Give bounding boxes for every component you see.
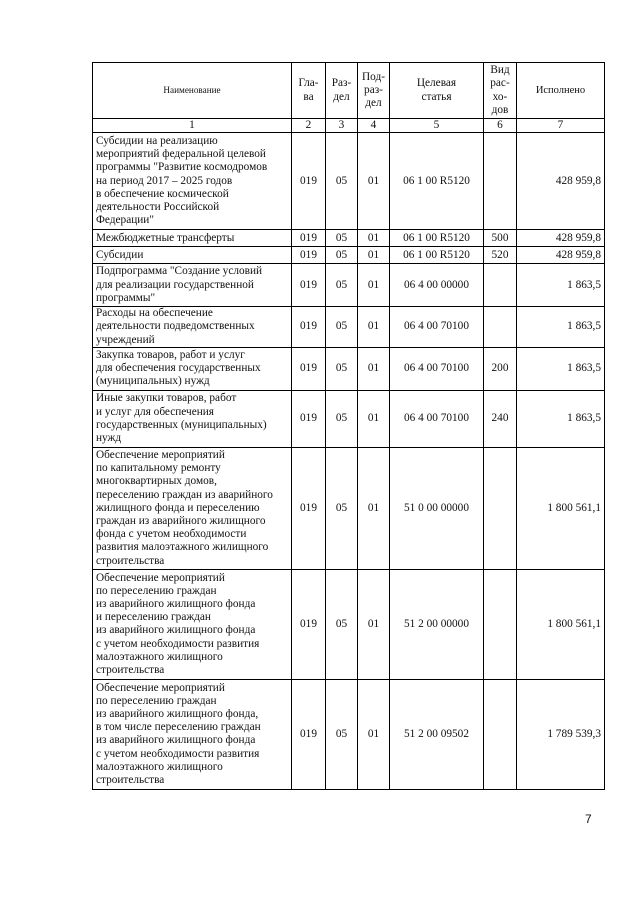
row-name: Подпрограмма "Создание условий для реализации государственной программы" [93, 264, 292, 307]
column-number: 4 [358, 119, 390, 133]
row-subsection: 01 [358, 264, 390, 307]
row-section: 05 [326, 390, 358, 447]
column-number: 3 [326, 119, 358, 133]
row-expense-type: 520 [484, 247, 517, 264]
row-section: 05 [326, 679, 358, 789]
row-section: 05 [326, 569, 358, 679]
table-row [93, 247, 605, 264]
row-target-article: 51 2 00 00000 [390, 569, 484, 679]
row-target-article: 51 2 00 09502 [390, 679, 484, 789]
header-section: Раз- дел [326, 63, 358, 119]
row-chapter: 019 [292, 390, 326, 447]
table-row [93, 133, 605, 230]
row-expense-type: 240 [484, 390, 517, 447]
row-expense-type [484, 307, 517, 348]
row-name: Обеспечение мероприятий по переселению граждан из аварийного жилищного фонда, в том числе переселению граждан из аварийного жилищного фонда с учетом необходимости развития малоэтажного жилищного строительства [93, 679, 292, 789]
row-target-article: 06 4 00 70100 [390, 390, 484, 447]
row-executed: 428 959,8 [517, 230, 605, 247]
column-number: 7 [517, 119, 605, 133]
row-target-article: 51 0 00 00000 [390, 447, 484, 569]
row-section: 05 [326, 247, 358, 264]
header-row [93, 63, 605, 119]
row-section: 05 [326, 307, 358, 348]
row-target-article: 06 1 00 R5120 [390, 133, 484, 230]
row-subsection: 01 [358, 347, 390, 390]
row-name: Межбюджетные трансферты [93, 230, 292, 247]
row-chapter: 019 [292, 347, 326, 390]
table-row [93, 307, 605, 348]
row-executed: 1 800 561,1 [517, 569, 605, 679]
column-number: 2 [292, 119, 326, 133]
row-expense-type: 500 [484, 230, 517, 247]
row-executed: 428 959,8 [517, 247, 605, 264]
row-expense-type [484, 679, 517, 789]
row-section: 05 [326, 230, 358, 247]
header-name: Наименование [93, 63, 292, 119]
header-target-article: Целевая статья [390, 63, 484, 119]
row-subsection: 01 [358, 133, 390, 230]
page-number: 7 [585, 812, 592, 826]
row-executed: 1 863,5 [517, 264, 605, 307]
header-executed: Исполнено [517, 63, 605, 119]
row-subsection: 01 [358, 679, 390, 789]
row-target-article: 06 4 00 70100 [390, 307, 484, 348]
row-expense-type [484, 133, 517, 230]
row-name: Закупка товаров, работ и услуг для обеспечения государственных (муниципальных) нужд [93, 347, 292, 390]
row-expense-type [484, 447, 517, 569]
row-chapter: 019 [292, 679, 326, 789]
row-executed: 1 863,5 [517, 347, 605, 390]
header-expense-type: Вид рас- хо- дов [484, 63, 517, 119]
row-chapter: 019 [292, 133, 326, 230]
row-section: 05 [326, 264, 358, 307]
row-chapter: 019 [292, 264, 326, 307]
column-number: 5 [390, 119, 484, 133]
table-row [93, 679, 605, 789]
row-target-article: 06 1 00 R5120 [390, 247, 484, 264]
row-section: 05 [326, 133, 358, 230]
budget-table [92, 62, 605, 790]
table-row [93, 569, 605, 679]
row-executed: 1 863,5 [517, 307, 605, 348]
row-subsection: 01 [358, 390, 390, 447]
header-subsection: Под- раз- дел [358, 63, 390, 119]
row-chapter: 019 [292, 247, 326, 264]
row-target-article: 06 1 00 R5120 [390, 230, 484, 247]
row-subsection: 01 [358, 230, 390, 247]
row-target-article: 06 4 00 70100 [390, 347, 484, 390]
column-number: 6 [484, 119, 517, 133]
row-chapter: 019 [292, 569, 326, 679]
row-target-article: 06 4 00 00000 [390, 264, 484, 307]
row-name: Субсидии [93, 247, 292, 264]
row-name: Расходы на обеспечение деятельности подведомственных учреждений [93, 307, 292, 348]
row-subsection: 01 [358, 307, 390, 348]
row-expense-type: 200 [484, 347, 517, 390]
row-chapter: 019 [292, 230, 326, 247]
table-row [93, 390, 605, 447]
row-executed: 1 789 539,3 [517, 679, 605, 789]
row-executed: 1 800 561,1 [517, 447, 605, 569]
row-name: Обеспечение мероприятий по переселению граждан из аварийного жилищного фонда и переселению граждан из аварийного жилищного фонда с учетом необходимости развития малоэтажного жилищного строительства [93, 569, 292, 679]
row-executed: 428 959,8 [517, 133, 605, 230]
header-chapter: Гла- ва [292, 63, 326, 119]
table-row [93, 264, 605, 307]
row-subsection: 01 [358, 569, 390, 679]
table-row [93, 447, 605, 569]
row-expense-type [484, 569, 517, 679]
row-subsection: 01 [358, 447, 390, 569]
row-chapter: 019 [292, 447, 326, 569]
table-row [93, 230, 605, 247]
table-row [93, 347, 605, 390]
column-number: 1 [93, 119, 292, 133]
row-name: Иные закупки товаров, работ и услуг для обеспечения государственных (муниципальных) нужд [93, 390, 292, 447]
row-subsection: 01 [358, 247, 390, 264]
row-section: 05 [326, 447, 358, 569]
row-section: 05 [326, 347, 358, 390]
row-chapter: 019 [292, 307, 326, 348]
column-number-row [93, 119, 605, 133]
row-name: Обеспечение мероприятий по капитальному ремонту многоквартирных домов, переселению граждан из аварийного жилищного фонда и переселению граждан из аварийного жилищного фонда с учетом необходимости развития малоэтажного жилищного строительства [93, 447, 292, 569]
row-expense-type [484, 264, 517, 307]
row-name: Субсидии на реализацию мероприятий федеральной целевой программы "Развитие космодромов на период 2017 – 2025 годов в обеспечение космической деятельности Российской Федерации" [93, 133, 292, 230]
row-executed: 1 863,5 [517, 390, 605, 447]
